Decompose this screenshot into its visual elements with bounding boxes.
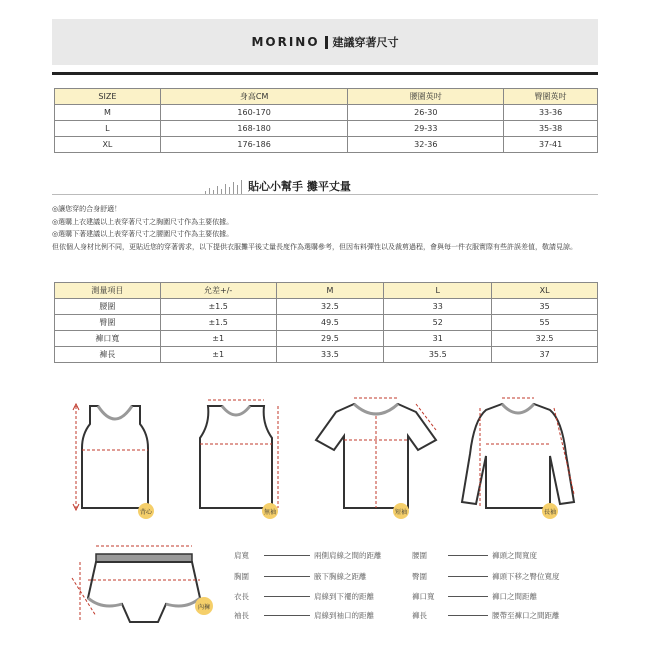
legend-desc: 兩側肩線之間的距離 [314, 551, 382, 560]
table-row [55, 105, 598, 121]
note-line: ◎讓您穿的合身舒適！ [52, 205, 122, 213]
table-row [55, 331, 598, 347]
header-rule [52, 72, 598, 75]
table-cell: 35-38 [504, 121, 598, 137]
tips-rule [52, 194, 598, 195]
briefs-figure [66, 538, 216, 630]
brand-logo: MORINO [251, 35, 320, 49]
tag-tank: 背心 [138, 503, 154, 519]
legend-desc: 腰帶至褲口之間距離 [492, 611, 560, 620]
page-title: 建議穿著尺寸 [332, 36, 399, 49]
legend-desc: 肩線到下襬的距離 [314, 592, 374, 601]
legend-row [234, 610, 374, 621]
table-cell: 26-30 [348, 105, 504, 121]
header-cell: L [384, 283, 492, 299]
table-cell: M [55, 105, 161, 121]
table-header-row [55, 89, 598, 105]
table-cell: 33-36 [504, 105, 598, 121]
table-cell: 160-170 [160, 105, 348, 121]
tips-header [205, 178, 351, 194]
table-cell: 褲口寬 [55, 331, 161, 347]
tag-long-sleeve: 長袖 [542, 503, 558, 519]
legend-desc: 肩線到袖口的距離 [314, 611, 374, 620]
table-cell: 32-36 [348, 137, 504, 153]
table-cell: 176-186 [160, 137, 348, 153]
tag-short-sleeve: 短袖 [393, 503, 409, 519]
table-cell: 49.5 [276, 315, 384, 331]
table-cell: ±1.5 [160, 315, 276, 331]
table-cell: 32.5 [276, 299, 384, 315]
legend-term: 衣長 [234, 592, 249, 601]
table-cell: 臀圍 [55, 315, 161, 331]
legend-row [412, 591, 537, 602]
legend-row [234, 571, 367, 582]
tag-sleeveless: 無袖 [262, 503, 278, 519]
short-sleeve-figure [312, 394, 440, 518]
measure-table [54, 282, 598, 363]
table-cell: ±1 [160, 347, 276, 363]
header-cell: M [276, 283, 384, 299]
table-row [55, 299, 598, 315]
table-cell: 29-33 [348, 121, 504, 137]
table-cell: 168-180 [160, 121, 348, 137]
table-cell: 35 [492, 299, 598, 315]
bars-decoration-icon [205, 180, 242, 194]
table-cell: XL [55, 137, 161, 153]
legend-term: 肩寬 [234, 551, 249, 560]
table-cell: 35.5 [384, 347, 492, 363]
table-cell: 52 [384, 315, 492, 331]
legend-desc: 腋下胸線之距離 [314, 572, 367, 581]
legend-row [234, 591, 374, 602]
table-row [55, 137, 598, 153]
page-header [52, 19, 598, 65]
notes [52, 203, 612, 253]
table-row [55, 315, 598, 331]
legend-term: 褲口寬 [412, 592, 435, 601]
header-divider [325, 36, 328, 49]
tank-top-figure [70, 394, 160, 518]
table-cell: ±1 [160, 331, 276, 347]
note-line: ◎選購上衣建議以上表穿著尺寸之胸圍尺寸作為主要依據。 [52, 217, 234, 226]
header-cell: SIZE [55, 89, 161, 105]
note-line: 但依個人身材比例不同，更貼近您的穿著需求，以下提供衣服攤平後丈量長度作為選購參考，但因布料彈性以及裁剪過程，會與每一件衣服實際有些許誤差值，敬請見諒。 [52, 242, 577, 251]
table-row [55, 347, 598, 363]
header-cell: 身高CM [160, 89, 348, 105]
table-cell: 33 [384, 299, 492, 315]
table-cell: 腰圍 [55, 299, 161, 315]
legend-desc: 褲口之間距離 [492, 592, 537, 601]
legend-row [412, 571, 560, 582]
legend-desc: 褲頭之間寬度 [492, 551, 537, 560]
legend-term: 腰圍 [412, 551, 427, 560]
table-cell: L [55, 121, 161, 137]
table-header-row [55, 283, 598, 299]
table-row [55, 121, 598, 137]
header-cell: 測量項目 [55, 283, 161, 299]
header-cell: 臀圍英吋 [504, 89, 598, 105]
table-cell: 37 [492, 347, 598, 363]
header-cell: 腰圍英吋 [348, 89, 504, 105]
legend-row [412, 550, 537, 561]
header-cell: XL [492, 283, 598, 299]
sleeveless-figure [190, 394, 282, 518]
legend-desc: 褲頭下移之臀位寬度 [492, 572, 560, 581]
legend-term: 臀圍 [412, 572, 427, 581]
table-cell: 31 [384, 331, 492, 347]
table-cell: ±1.5 [160, 299, 276, 315]
table-cell: 29.5 [276, 331, 384, 347]
note-line: ◎選購下著建議以上表穿著尺寸之腰圍尺寸作為主要依據。 [52, 230, 234, 238]
legend-term: 胸圍 [234, 572, 249, 581]
header-cell: 允差+/- [160, 283, 276, 299]
table-cell: 褲長 [55, 347, 161, 363]
table-cell: 33.5 [276, 347, 384, 363]
tag-briefs: 內褲 [195, 597, 213, 615]
table-cell: 37-41 [504, 137, 598, 153]
long-sleeve-figure [456, 394, 580, 518]
table-cell: 32.5 [492, 331, 598, 347]
tips-title: 貼心小幫手 攤平丈量 [248, 180, 351, 193]
legend-row [234, 550, 382, 561]
legend-term: 袖長 [234, 611, 249, 620]
legend-row [412, 610, 560, 621]
table-cell: 55 [492, 315, 598, 331]
size-table [54, 88, 598, 153]
legend-term: 褲長 [412, 611, 427, 620]
